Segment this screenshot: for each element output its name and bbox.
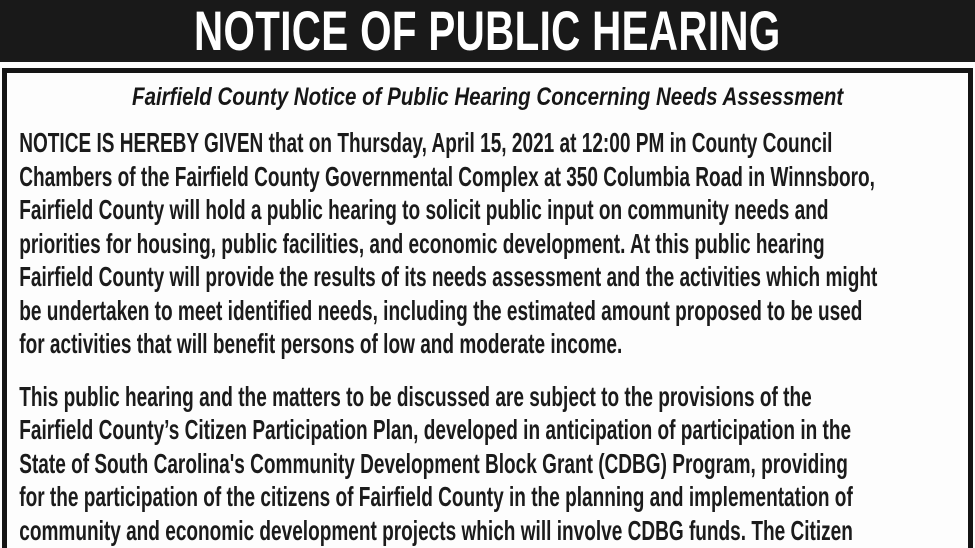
text-line: Fairfield County will provide the results of its needs assessment and the activities which might [19,261,878,292]
text-line: priorities for housing, public facilities, and economic development. At this public hearing [19,227,825,259]
text-line: community and economic development projects which will involve CDBG funds. The Citizen [19,514,853,546]
notice-frame [2,68,973,548]
text-line: be undertaken to meet identified needs, including the estimated amount proposed to be used [19,294,863,326]
notice-subtitle: Fairfield County Notice of Public Hearing Concerning Needs Assessment [131,83,844,111]
text-line: Chambers of the Fairfield County Governmental Complex at 350 Columbia Road in Winnsboro, [19,160,875,192]
text-line: for the participation of the citizens of Fairfield County in the planning and implementation of [19,481,853,512]
text-line: This public hearing and the matters to be discussed are subject to the provisions of the [19,380,812,412]
text-line: State of South Carolina's Community Development Block Grant (CDBG) Program, providing [19,447,848,479]
text-line: for activities that will benefit persons of low and moderate income. [19,328,623,359]
text-line: Fairfield County will hold a public hearing to solicit public input on community needs and [19,194,829,225]
paragraph-1 [7,126,975,361]
paragraph-2 [7,380,975,548]
notice-banner-title: NOTICE OF PUBLIC HEARING [194,0,781,62]
notice-subtitle-row [7,73,968,112]
text-line: Fairfield County’s Citizen Participation Plan, developed in anticipation of participation in the [19,414,852,445]
text-line: NOTICE IS HEREBY GIVEN that on Thursday, April 15, 2021 at 12:00 PM in County Council [19,127,833,158]
notice-banner [0,0,975,62]
